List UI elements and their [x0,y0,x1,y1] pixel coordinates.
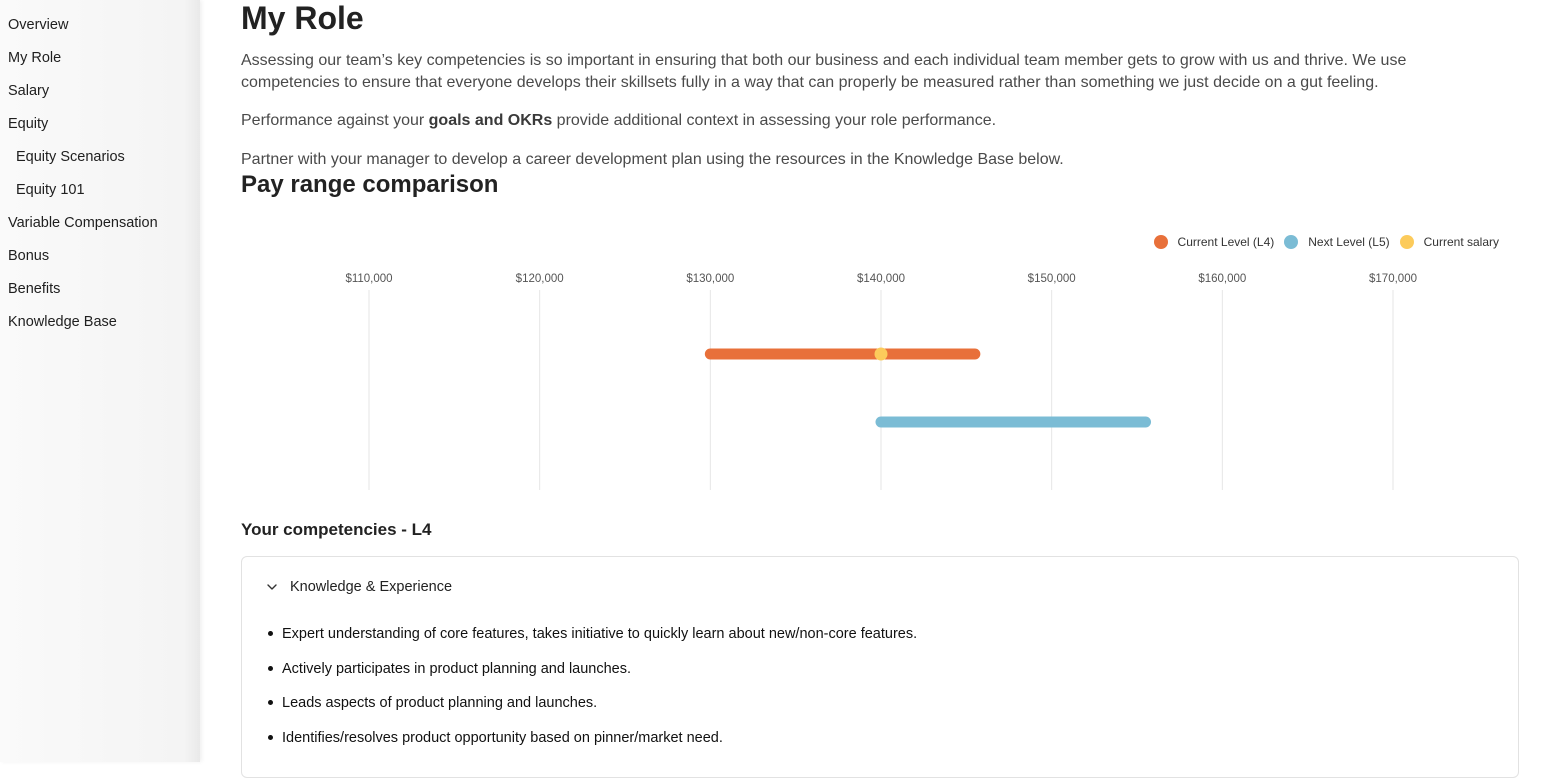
sidebar-item-equity-scenarios[interactable]: Equity Scenarios [16,149,125,165]
sidebar-item-equity[interactable]: Equity [8,116,49,132]
legend-dot-current-level [1154,235,1168,249]
legend-dot-next-level [1284,235,1298,249]
intro-paragraph: Assessing our team’s key competencies is so important in ensuring that both our business and each individual team member gets to grow with us and thrive. We use competencies to ensure that everyone develops their skillsets fully in a way that can properly be measured rather than something we just decide on a gut feeling. [241,52,1407,91]
performance-text-end: provide additional context in assessing your role performance. [552,112,997,129]
performance-paragraph [241,110,1501,132]
legend-dot-current-salary [1400,235,1414,249]
competency-item-text: Identifies/resolves product opportunity based on pinner/market need. [282,729,723,746]
x-tick-label: $110,000 [345,273,393,285]
competency-item-text: Actively participates in product planning and launches. [282,660,632,677]
bullet-icon [268,700,273,705]
x-tick-label: $160,000 [1198,273,1247,285]
x-tick-label: $140,000 [857,273,905,285]
main-content [241,0,1521,762]
sidebar-item-my-role[interactable]: My Role [8,50,62,66]
bullet-icon [268,666,273,671]
bullet-icon [268,735,273,740]
legend-item-current-level [1154,235,1275,249]
x-tick-label: $130,000 [686,273,735,285]
competency-item [282,623,917,658]
partner-paragraph: Partner with your manager to develop a career development plan using the resources in the Knowledge Base below. [241,151,1064,168]
performance-text-start: Performance against your [241,112,429,129]
sidebar-item-equity-101[interactable]: Equity 101 [16,182,85,198]
goals-okrs-text: goals and OKRs [428,112,553,129]
x-tick-label: $120,000 [515,273,564,285]
sidebar [0,0,200,762]
competency-card [241,556,1519,778]
bullet-icon [268,631,273,636]
chevron-down-icon [266,581,278,593]
legend-label-current-salary: Current salary [1423,235,1499,249]
sidebar-item-overview[interactable]: Overview [8,17,69,33]
competencies-heading: Your competencies - L4 [241,520,432,539]
competency-list [282,623,917,761]
competency-item [282,658,917,693]
current-salary-marker [875,348,888,361]
legend-label-next-level: Next Level (L5) [1308,235,1390,249]
pay-range-title: Pay range comparison [241,171,499,198]
sidebar-item-knowledge-base[interactable]: Knowledge Base [8,314,117,330]
page-title: My Role [241,0,364,36]
x-tick-label: $170,000 [1369,273,1417,285]
competency-section-toggle[interactable] [266,579,452,595]
sidebar-item-benefits[interactable]: Benefits [8,281,61,297]
legend-item-current-salary [1400,235,1499,249]
x-tick-label: $150,000 [1027,273,1076,285]
sidebar-item-bonus[interactable]: Bonus [8,248,50,264]
sidebar-item-salary[interactable]: Salary [8,83,50,99]
legend-label-current-level: Current Level (L4) [1177,235,1275,249]
competency-section-title: Knowledge & Experience [290,579,453,595]
competency-item [282,692,917,727]
legend-item-next-level [1284,235,1389,249]
competency-item [282,727,917,762]
pay-range-chart [241,260,1521,500]
chart-legend [1144,235,1499,249]
competency-item-text: Leads aspects of product planning and launches. [282,695,598,712]
sidebar-item-variable-compensation[interactable]: Variable Compensation [8,215,158,231]
competency-item-text: Expert understanding of core features, takes initiative to quickly learn about new/non-core features. [282,626,918,642]
